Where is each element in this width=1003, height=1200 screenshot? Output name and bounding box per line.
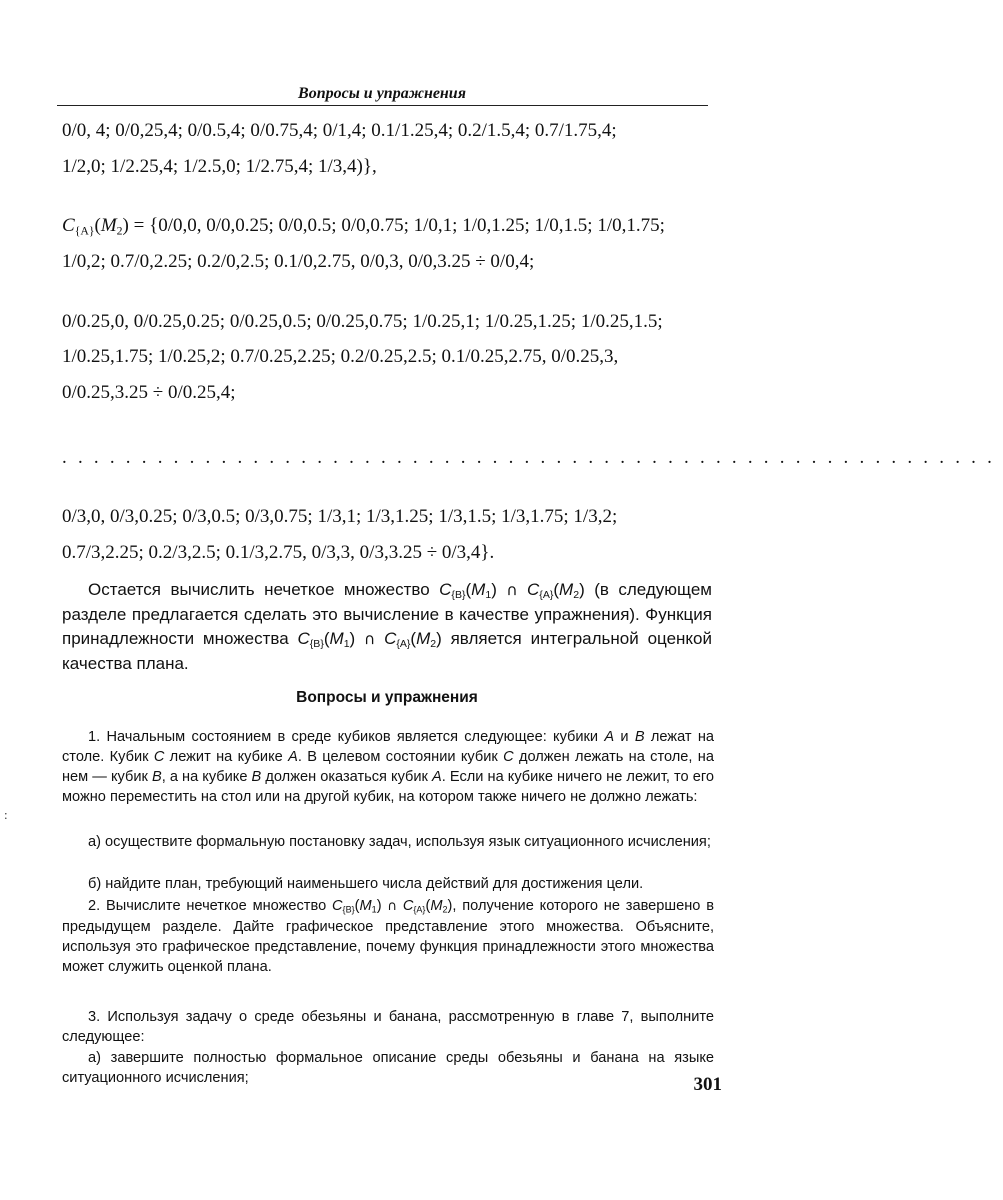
formula-line: 0.7/3,2.25; 0.2/3,2.5; 0.1/3,2.75, 0/3,3, 0/3,3.25 ÷ 0/3,4}. [62,542,495,563]
exercise-text: и [614,729,635,745]
plan-symbol: M [430,898,443,914]
running-head: Вопросы и упражнения [298,85,466,102]
exercise-1-item-a: а) осуществите формальную постановку задач, используя язык ситуационного исчисления; [88,834,711,850]
set-subscript: {B} [309,638,324,651]
header-rule [57,105,708,106]
plan-subscript: 2 [430,638,437,651]
set-symbol: C [402,898,414,914]
block-label: B [151,769,162,785]
plan-subscript: 1 [371,904,377,915]
set-subscript: {A} [539,589,554,602]
exercise-text: лежит на кубике [164,749,289,765]
block-label: C [153,749,165,765]
set-subscript: {A} [74,224,95,238]
exercise-text: . Если на кубике ничего не лежит, то его можно переместить на стол или на другой кубик, на котором также ничего не должно лежать: [62,769,714,805]
exercise-text: . В целевом состоянии кубик [297,749,504,765]
ellipsis-row: ........................................................... [62,447,1003,468]
set-symbol: C [527,580,540,599]
exercise-1 [62,727,714,807]
set-subscript: {A} [413,904,426,915]
plan-subscript: 1 [485,589,492,602]
formula-line: 1/0.25,1.75; 1/0.25,2; 0.7/0.25,2.25; 0.2/0.25,2.5; 0.1/0.25,2.75, 0/0.25,3, [62,346,619,367]
set-intersection-expression: $C_{\{B\}}(M_1)$ ∩ $C_{\{A\}}(M_2)$ [332,898,453,915]
page-number: 301 [693,1074,722,1095]
exercise-text: лежат на столе. Кубик [62,729,715,765]
set-symbol: C [439,580,452,599]
exercise-text: должен оказаться кубик [261,769,433,785]
exercise-2 [62,896,714,977]
margin-mark: : [4,807,8,822]
formula-line: 1/0,2; 0.7/0,2.25; 0.2/0,2.5; 0.1/0,2.75, 0/0,3, 0/0,3.25 ÷ 0/0,4; [62,251,535,272]
block-label: B [634,729,645,745]
paragraph-text: является интегральной оценкой качества плана. [62,629,712,673]
plan-symbol: M [100,215,117,236]
exercise-3: 3. Используя задачу о среде обезьяны и банана, рассмотренную в главе 7, выполните следующее: [62,1009,714,1045]
plan-subscript: 1 [343,638,350,651]
paragraph-text: Остается вычислить нечеткое множество [88,580,440,599]
formula-line: 0/0.25,3.25 ÷ 0/0.25,4; [62,382,236,403]
plan-symbol: M [471,580,486,599]
block-label: A [604,729,615,745]
exercise-3-item-a: а) завершите полностью формальное описание среды обезьяны и банана на языке ситуационного исчисления; [62,1050,714,1086]
set-subscript: {A} [396,638,411,651]
plan-subscript: 2 [573,589,580,602]
intersection-symbol: ∩ [387,899,397,914]
set-symbol: C [384,629,397,648]
exercise-1-item-b: б) найдите план, требующий наименьшего числа действий для достижения цели. [88,876,644,892]
exercise-text: 1. Начальным состоянием в среде кубиков является следующее: кубики [88,729,605,745]
section-heading: Вопросы и упражнения [296,689,478,706]
formula-line: $C_{\{A\}}(M_2) = \{0/0,0$, 0/0,0.25; 0/0,0.5; 0/0,0.75; 1/0,1; 1/0,1.25; 1/0,1.5; 1/0,1.75; [62,215,665,238]
exercise-text: , а на кубике [161,769,252,785]
formula-line: 0/3,0, 0/3,0.25; 0/3,0.5; 0/3,0.75; 1/3,1; 1/3,1.25; 1/3,1.5; 1/3,1.75; 1/3,2; [62,506,618,527]
plan-subscript: 2 [442,904,448,915]
set-subscript: {B} [342,904,355,915]
exercise-text: 2. Вычислите нечеткое множество [88,898,332,914]
block-label: C [503,749,514,765]
formula-line: 0/0.25,0, 0/0.25,0.25; 0/0.25,0.5; 0/0.25,0.75; 1/0.25,1; 1/0.25,1.25; 1/0.25,1.5; [62,311,663,332]
intersection-symbol: ∩ [506,581,518,599]
plan-subscript: 2 [116,224,123,238]
block-label: A [432,769,442,785]
body-paragraph [62,578,712,676]
formula-line: 0/0, 4; 0/0,25,4; 0/0.5,4; 0/0.75,4; 0/1,4; 0.1/1.25,4; 0.2/1.5,4; 0.7/1.75,4; [62,120,617,141]
set-intersection-expression: $C_{\{B\}}(M_1)$ ∩ $C_{\{A\}}(M_2)$ [439,580,585,602]
formula-text: ) = {0/0,0, 0/0,0.25; 0/0,0.5; 0/0,0.75; 1/0,1; 1/0,1.25; 1/0,1.5; 1/0,1.75; [122,215,665,236]
set-intersection-expression: $C_{\{B\}}(M_1)$ ∩ $C_{\{A\}}(M_2)$ [297,629,442,651]
set-subscript: {B} [451,589,466,602]
block-label: B [251,769,262,785]
plan-symbol: M [559,580,574,599]
set-symbol: C [62,215,75,236]
exercise-text: должен лежать на столе, на нем — кубик [62,749,714,785]
intersection-symbol: ∩ [364,630,376,648]
paragraph-text: (в следующем разделе предлагается сделать это вычисление в качестве упражнения). Функция принадлежности множества [62,580,712,648]
block-label: A [288,749,298,765]
set-symbol: C [332,898,343,914]
set-symbol: C [297,629,310,648]
exercise-text: , получение которого не завершено в предыдущем разделе. Дайте графическое представление этого множества. Объясните, используя это графическое представление, почему функция принадлежности этого множества может служить оценкой плана. [62,898,714,975]
formula-line: 1/2,0; 1/2.25,4; 1/2.5,0; 1/2.75,4; 1/3,4)}, [62,156,377,177]
plan-symbol: M [329,629,344,648]
plan-symbol: M [416,629,431,648]
plan-symbol: M [359,898,372,914]
